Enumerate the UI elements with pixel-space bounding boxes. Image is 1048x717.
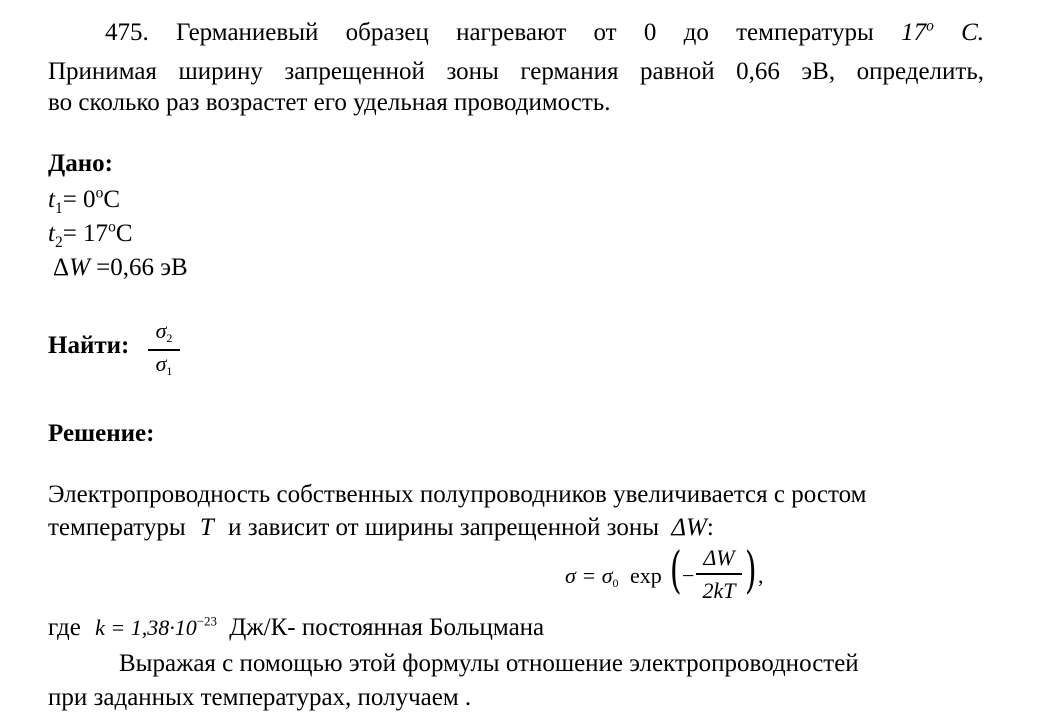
given-heading: Дано: — [48, 150, 113, 177]
problem-line-1 — [48, 17, 984, 49]
boltzmann-line: где $k = 1,38\cdot 10^{-23}$ Дж/К- постоянная Больцмана — [48, 613, 545, 641]
given-delta-w: ΔW =0,66 эВ — [53, 254, 188, 281]
problem-number: 475. — [105, 19, 149, 46]
solution-line-1: Электропроводность собственных полупроводников увеличивается с ростом — [48, 481, 867, 508]
given-t2: $t_2= 17^oC$ — [48, 218, 133, 251]
find-fraction: σ2 σ1 — [148, 318, 180, 378]
formula-minus: − — [682, 563, 695, 588]
formula-right-paren: ) — [744, 541, 757, 599]
formula-left-paren: ( — [669, 541, 682, 599]
solution-heading: Решение: — [48, 420, 155, 447]
solution-para2-line-1: Выражая с помощью этой формулы отношение электропроводностей — [119, 650, 859, 677]
given-t1: $t_1= 0^oC$ — [48, 184, 120, 217]
problem-text-start: Германиевый образец нагревают от 0 до температуры — [176, 19, 874, 46]
solution-para2-line-2: при заданных температурах, получаем . — [48, 684, 472, 711]
problem-line-3: во сколько раз возрастет его удельная проводимость. — [48, 89, 611, 116]
problem-temperature: 17$^o$ C. — [901, 17, 985, 46]
formula-lhs: σ = σ0 exp — [565, 563, 662, 590]
solution-line-2: температуры T и зависит от ширины запрещенной зоны ΔW: — [48, 514, 714, 541]
find-heading: Найти: — [48, 332, 130, 359]
formula-comma: , — [758, 563, 764, 588]
problem-line-2: Принимая ширину запрещенной зоны германия равной 0,66 эВ, определить, — [48, 58, 984, 85]
formula-fraction: ΔW 2kT — [696, 545, 742, 605]
